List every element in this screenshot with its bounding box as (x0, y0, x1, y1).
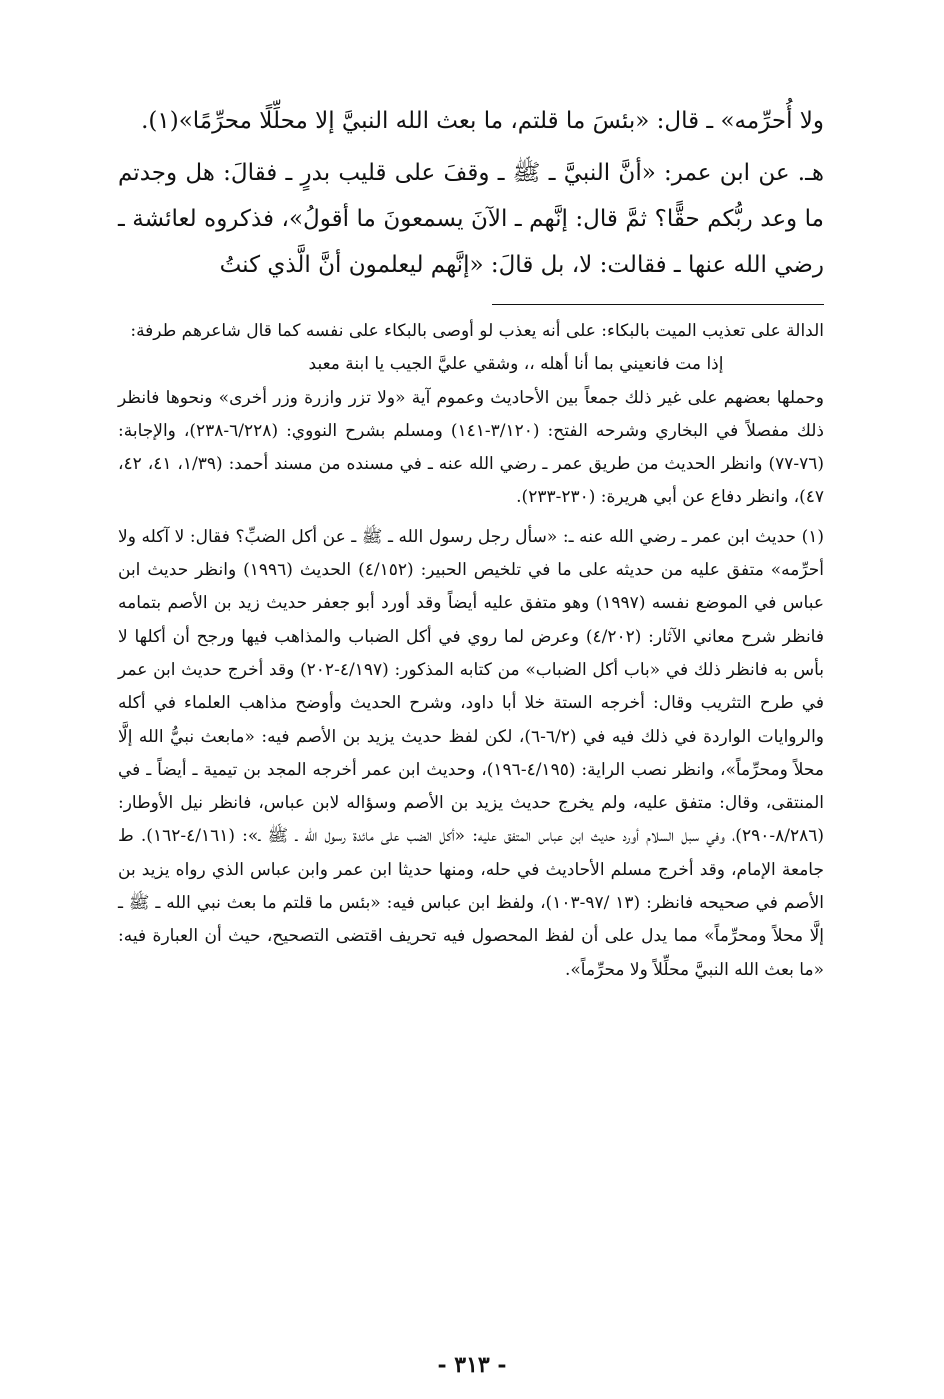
main-text (118, 98, 824, 288)
page-content (118, 98, 824, 987)
page-number: - ٣١٣ - (437, 1352, 507, 1378)
footnote-verse: إذا مت فانعيني بما أنا أهله ،، وشقي عليَّ الجيب يا ابنة معبد (308, 354, 724, 375)
main-paragraph-1: ولا أُحرِّمه» ـ قال: «بئسَ ما قلتم، ما بعث الله النبيَّ إلا محلِّلًا محرِّمًا»(١). (141, 108, 824, 134)
footnote-one: (١) حديث ابن عمر ـ رضي الله عنه ـ: «سأل رجل رسول الله ـ ﷺ ـ عن أكل الضبِّ؟ فقال: لا آكله ولا أحرِّمه» متفق عليه من حديثه على ما في تلخيص الحبير: (٤/١٥٢) الحديث (١٩٩٦) وانظر حديث ابن عباس في الموضع نفسه (١٩٩٧) وهو متفق عليه أيضاً وقد أورد أبو جعفر حديث زيد بن الأصم بتمامه فانظر شرح معاني الآثار: (٤/٢٠٢) وعرض لما روي في أكل الضباب والمذاهب فيها ورجح أن أكلها لا بأس به فانظر ذلك في «باب أكل الضباب» من كتابه المذكور: (٤/١٩٧-٢٠٢) وقد أخرج حديث ابن عمر في طرح التثريب وقال: أخرجه الستة خلا أبا داود، وشرح الحديث وأوضح مذاهب العلماء في أكله والروايات الواردة في ذلك فيه في (٦/٢-٦)، لكن لفظ حديث يزيد بن الأصم فيه: «مابعث نبيُّ الله إلَّا محلاً ومحرِّماً»، وانظر نصب الراية: (٤/١٩٥-١٩٦)، وحديث ابن عمر أخرجه المجد بن تيمية ـ أيضاً ـ في المنتقى، وقال: متفق عليه، ولم يخرج حديث يزيد بن الأصم وسؤاله لابن عباس، فانظر نيل الأوطار: (٨/٢٨٦-٢٩٠)، وفي سبل السلام أورد حديث ابن عباس المتفق عليه: «أكل الضب على مائدة رسول الله ـ ﷺ ـ»: (٤/١٦١-١٦٢). ط جامعة الإمام، وقد أخرج مسلم الأحاديث في حله، ومنها حديثا ابن عمر وابن عباس الذي رواه يزيد بن الأصم في صحيحه فانظر: (١٣ /٩٧-١٠٣)، ولفظ ابن عباس فيه: «بئس ما قلتم ما بعث نبي الله ـ ﷺ ـ إلَّا محلاً ومحرِّماً» مما يدل على أن لفظ المحصول فيه تحريف اقتضى التصحيح، حيث أن العبارة فيه: «ما بعث الله النبيَّ محلِّلاً ولا محرِّماً». (118, 526, 825, 980)
footnote-separator (492, 304, 824, 305)
footnote-after-verse: وحملها بعضهم على غير ذلك جمعاً بين الأحاديث وعموم آية «ولا تزر وازرة وزر أخرى» ونحوها فانظر ذلك مفصلاً في البخاري وشرحه الفتح: (٣/١٢٠-١٤١) ومسلم بشرح النووي: (٦/٢٢٨-٢٣٨)، والإجابة: (٧٦-٧٧) وانظر الحديث من طريق عمر ـ رضي الله عنه ـ في مسنده من مسند أحمد: (١/٣٩، ٤١، ٤٢، ٤٧)، وانظر دفاع عن أبي هريرة: (٢٣٠-٢٣٣). (118, 387, 824, 508)
footnotes (118, 315, 824, 987)
main-paragraph-2: هـ. عن ابن عمر: «أنَّ النبيَّ ـ ﷺ ـ وقفَ على قليب بدرٍ ـ فقالَ: هل وجدتم ما وعد ربُّكم حقًّا؟ ثمَّ قال: إنَّهم ـ الآنَ يسمعونَ ما أقولُ»، فذكروه لعائشة ـ رضي الله عنها ـ فقالت: لا، بل قالَ: «إنَّهم ليعلمون أنَّ الَّذي كنتُ (118, 160, 824, 278)
footnote-continuation: الدالة على تعذيب الميت بالبكاء: على أنه يعذب لو أوصى بالبكاء على نفسه كما قال شاعرهم طرفة: (130, 321, 824, 341)
